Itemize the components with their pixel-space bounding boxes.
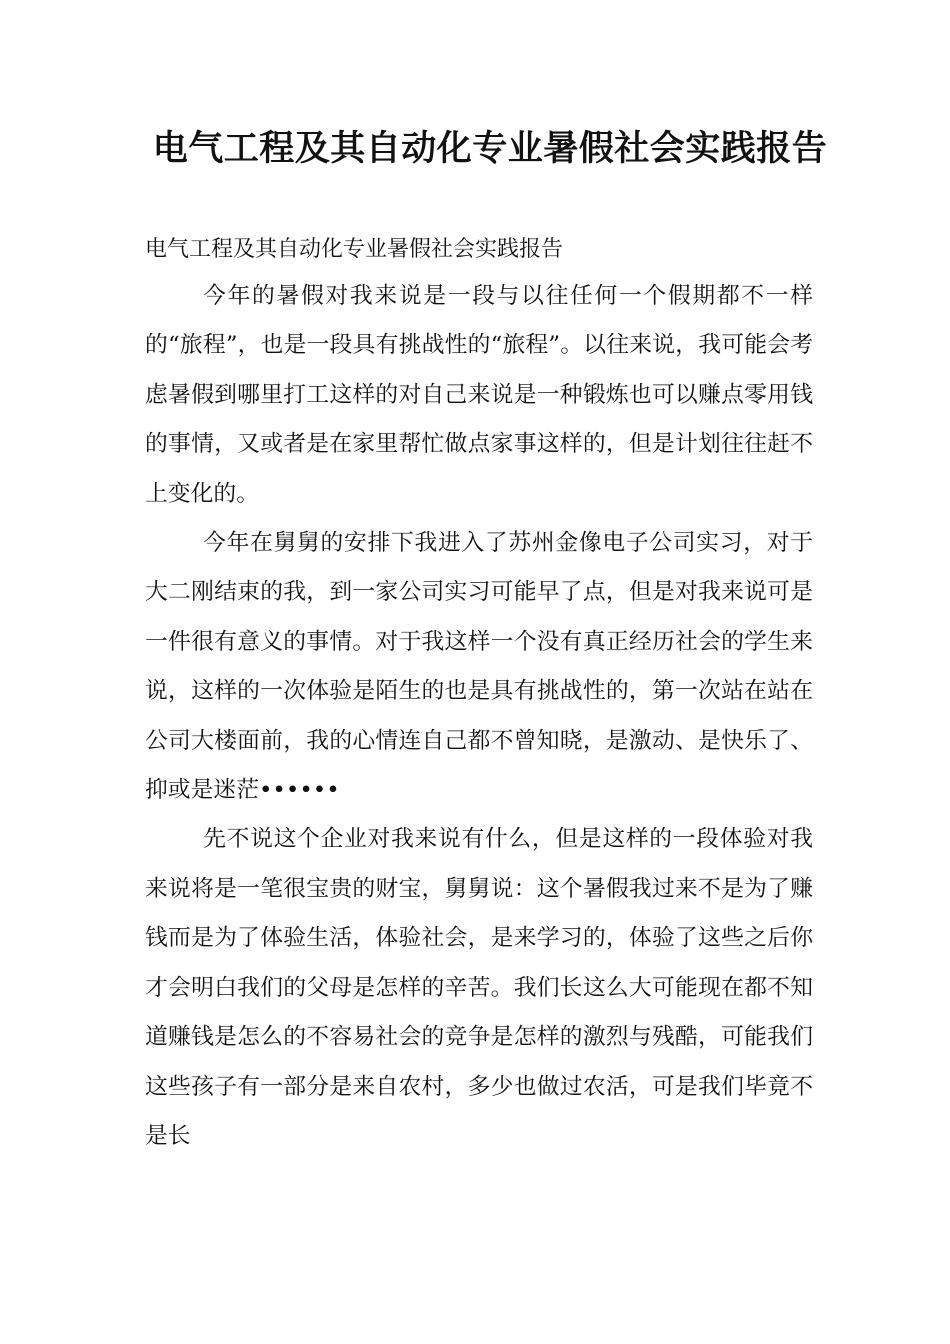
document-title: 电气工程及其自动化专业暑假社会实践报告 [152,129,828,169]
paragraph: 今年在舅舅的安排下我进入了苏州金像电子公司实习，对于大二刚结束的我，到一家公司实习可能早了点，但是对我来说可是一件很有意义的事情。对于我这样一个没有真正经历社会的学生来说，这样的一次体验是陌生的也是具有挑战性的，第一次站在站在公司大楼面前，我的心情连自己都不曾知晓，是激动、是快乐了、抑或是迷茫•••••• [145,530,813,804]
document-body [145,228,813,1161]
paragraph: 先不说这个企业对我来说有什么，但是这样的一段体验对我来说将是一笔很宝贵的财宝，舅舅说：这个暑假我过来不是为了赚钱而是为了体验生活，体验社会，是来学习的，体验了这些之后你才会明白我们的父母是怎样的辛苦。我们长这么大可能现在都不知道赚钱是怎么的不容易社会的竞争是怎样的激烈与残酷，可能我们这些孩子有一部分是来自农村，多少也做过农活，可是我们毕竟不是长 [145,826,813,1149]
document-subtitle: 电气工程及其自动化专业暑假社会实践报告 [145,237,564,262]
paragraph: 今年的暑假对我来说是一段与以往任何一个假期都不一样的“旅程”，也是一段具有挑战性的“旅程”。以往来说，我可能会考虑暑假到哪里打工这样的对自己来说是一种锻炼也可以赚点零用钱的事情，又或者是在家里帮忙做点家事这样的，但是计划往往赶不上变化的。 [145,283,813,507]
